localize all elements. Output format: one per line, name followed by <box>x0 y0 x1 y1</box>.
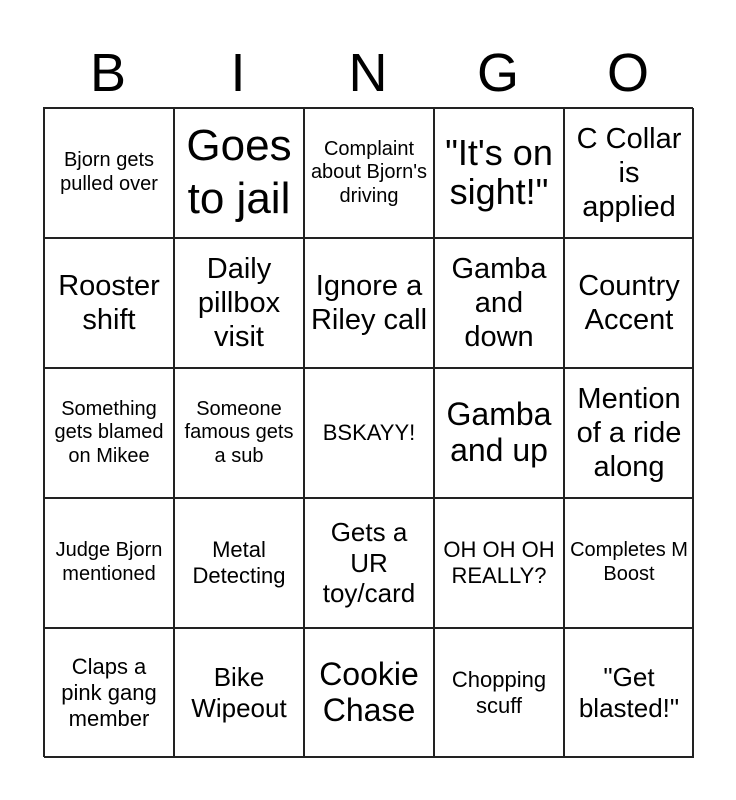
bingo-cell[interactable]: Cookie Chase <box>304 628 434 758</box>
header-letter-o: O <box>606 43 649 103</box>
bingo-cell[interactable]: C Collar is applied <box>564 108 694 238</box>
bingo-cell[interactable]: Gamba and up <box>434 368 564 498</box>
bingo-cell[interactable]: "Get blasted!" <box>564 628 694 758</box>
header-letter-g: G <box>476 43 519 103</box>
bingo-cell[interactable]: Complaint about Bjorn's driving <box>304 108 434 238</box>
bingo-cell[interactable]: Gets a UR toy/card <box>304 498 434 628</box>
header-letter-i: I <box>230 43 246 103</box>
bingo-cell[interactable]: Claps a pink gang member <box>44 628 174 758</box>
bingo-cell-free[interactable]: BSKAYY! <box>304 368 434 498</box>
bingo-card-grid <box>43 107 693 757</box>
bingo-cell[interactable]: OH OH OH REALLY? <box>434 498 564 628</box>
bingo-cell[interactable]: Gamba and down <box>434 238 564 368</box>
bingo-header <box>43 40 693 106</box>
bingo-cell[interactable]: Goes to jail <box>174 108 304 238</box>
bingo-cell[interactable]: Metal Detecting <box>174 498 304 628</box>
bingo-cell[interactable]: Chopping scuff <box>434 628 564 758</box>
bingo-cell[interactable]: Something gets blamed on Mikee <box>44 368 174 498</box>
bingo-cell[interactable]: Completes M Boost <box>564 498 694 628</box>
bingo-cell[interactable]: Daily pillbox visit <box>174 238 304 368</box>
bingo-cell[interactable]: Mention of a ride along <box>564 368 694 498</box>
header-letter-b: B <box>89 43 127 103</box>
bingo-cell[interactable]: "It's on sight!" <box>434 108 564 238</box>
bingo-cell[interactable]: Country Accent <box>564 238 694 368</box>
bingo-cell[interactable]: Someone famous gets a sub <box>174 368 304 498</box>
bingo-cell[interactable]: Rooster shift <box>44 238 174 368</box>
bingo-cell[interactable]: Bjorn gets pulled over <box>44 108 174 238</box>
bingo-cell[interactable]: Judge Bjorn mentioned <box>44 498 174 628</box>
bingo-cell[interactable]: Bike Wipeout <box>174 628 304 758</box>
bingo-cell[interactable]: Ignore a Riley call <box>304 238 434 368</box>
header-letter-n: N <box>348 43 388 103</box>
